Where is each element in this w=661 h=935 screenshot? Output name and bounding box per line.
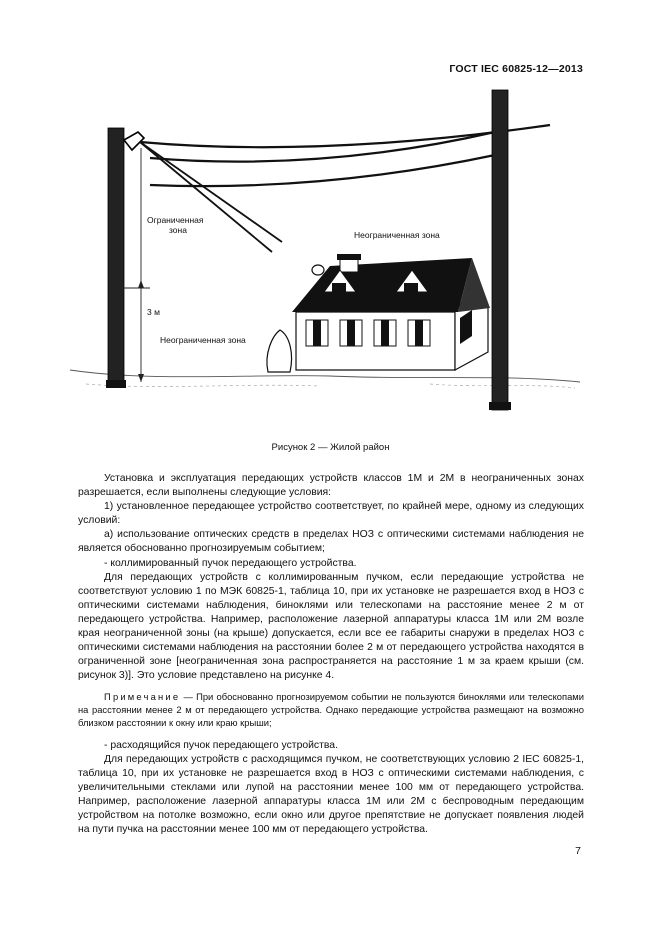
power-wire-3 <box>150 155 495 186</box>
document-header: ГОСТ IEC 60825-12—2013 <box>449 63 583 75</box>
transmitter-device <box>124 132 144 150</box>
note <box>78 691 584 729</box>
satellite-dish <box>312 265 324 275</box>
paragraph-5: Для передающих устройств с коллимированным пучком, если передающие устройства не соответствуют условию 1 по МЭК 60825-1, таблица 10, при их установке не разрешается вход в НОЗ с оптическими системами наблюдения, биноклями или телескопами на расстояние менее 2 м от передающего устройства. Например, расположение лазерной аппаратуры класса 1M или 2M возле края неограниченной зоны (на крыше) допускается, если все ее габариты снаружи в пределах НОЗ с оптическими системами наблюдения на расстоянии более 2 м от передающего устройства находятся в ограниченной зоне [неограниченная зона распространяется на расстояние 1 м за краем крыши (см. рисунок 3)]. Это условие представлено на рисунке 4. <box>78 571 584 682</box>
figure-illustration <box>0 80 661 420</box>
house <box>292 254 490 370</box>
note-label: Примечание <box>104 691 181 703</box>
window-3-pane <box>381 320 389 346</box>
body-text <box>78 472 584 837</box>
paragraph-2: 1) установленное передающее устройство соответствует, по крайней мере, одному из следующих условий: <box>78 501 584 527</box>
right-pole <box>492 90 508 410</box>
paragraph-6: - расходящийся пучок передающего устройства. <box>104 739 338 751</box>
dormer-left-window <box>332 283 346 295</box>
paragraph-7: Для передающих устройств с расходящимся пучком, не соответствующих условию 2 IEC 60825-1, таблица 10, при их установке не разрешается вход в НОЗ с оптическими системами наблюдения, с увеличительными стеклами или лупой на расстоянии менее 100 мм от передающего устройства. Например, расположение лазерной аппаратуры класса 1M или 2M с беспроводным передающим устройством на потолке возможно, если окно или другое препятствие не допускает появления людей на пути пучка на расстоянии менее 100 мм от передающего устройства. <box>78 753 584 836</box>
label-height-3m: 3 м <box>147 307 160 317</box>
note-text: — При обоснованно прогнозируемом событии не пользуются биноклями или телескопами на расстоянии менее 2 м от передающего устройства. Однако передающие устройства размещают на возможно близком расстоянии к окну или краю крыши; <box>78 691 584 728</box>
chimney-cap <box>337 254 361 260</box>
paragraph-1: Установка и эксплуатация передающих устройств классов 1M и 2M в неограниченных зонах разрешается, если выполнены следующие условия: <box>78 473 584 499</box>
paragraph-4: - коллимированный пучок передающего устройства. <box>104 557 357 569</box>
laser-beam-line-2 <box>140 142 272 252</box>
label-restricted-zone <box>147 215 203 235</box>
power-wire-1 <box>140 125 550 147</box>
window-4-pane <box>415 320 423 346</box>
window-1-pane <box>313 320 321 346</box>
page-number: 7 <box>575 845 581 857</box>
label-unrestricted-zone-ground: Неограниченная зона <box>160 335 246 345</box>
dimension-arrow-up <box>138 280 144 288</box>
right-pole-base <box>489 402 511 410</box>
label-unrestricted-zone-roof: Неограниченная зона <box>354 230 440 240</box>
dimension-arrow-down <box>138 374 144 382</box>
figure-caption: Рисунок 2 — Жилой район <box>271 442 390 453</box>
dormer-right-window <box>404 283 418 295</box>
window-2-pane <box>347 320 355 346</box>
label-restricted-zone-line2: зона <box>169 225 187 235</box>
left-pole-base <box>106 380 126 388</box>
label-restricted-zone-line1: Ограниченная <box>147 215 204 225</box>
figure-residential-area <box>0 80 661 420</box>
bush <box>267 330 292 372</box>
paragraph-3: a) использование оптических средств в пределах НОЗ с оптическими системами наблюдения не является обоснованно прогнозируемым событием; <box>78 529 584 555</box>
chimney <box>340 258 358 272</box>
left-pole <box>108 128 124 386</box>
